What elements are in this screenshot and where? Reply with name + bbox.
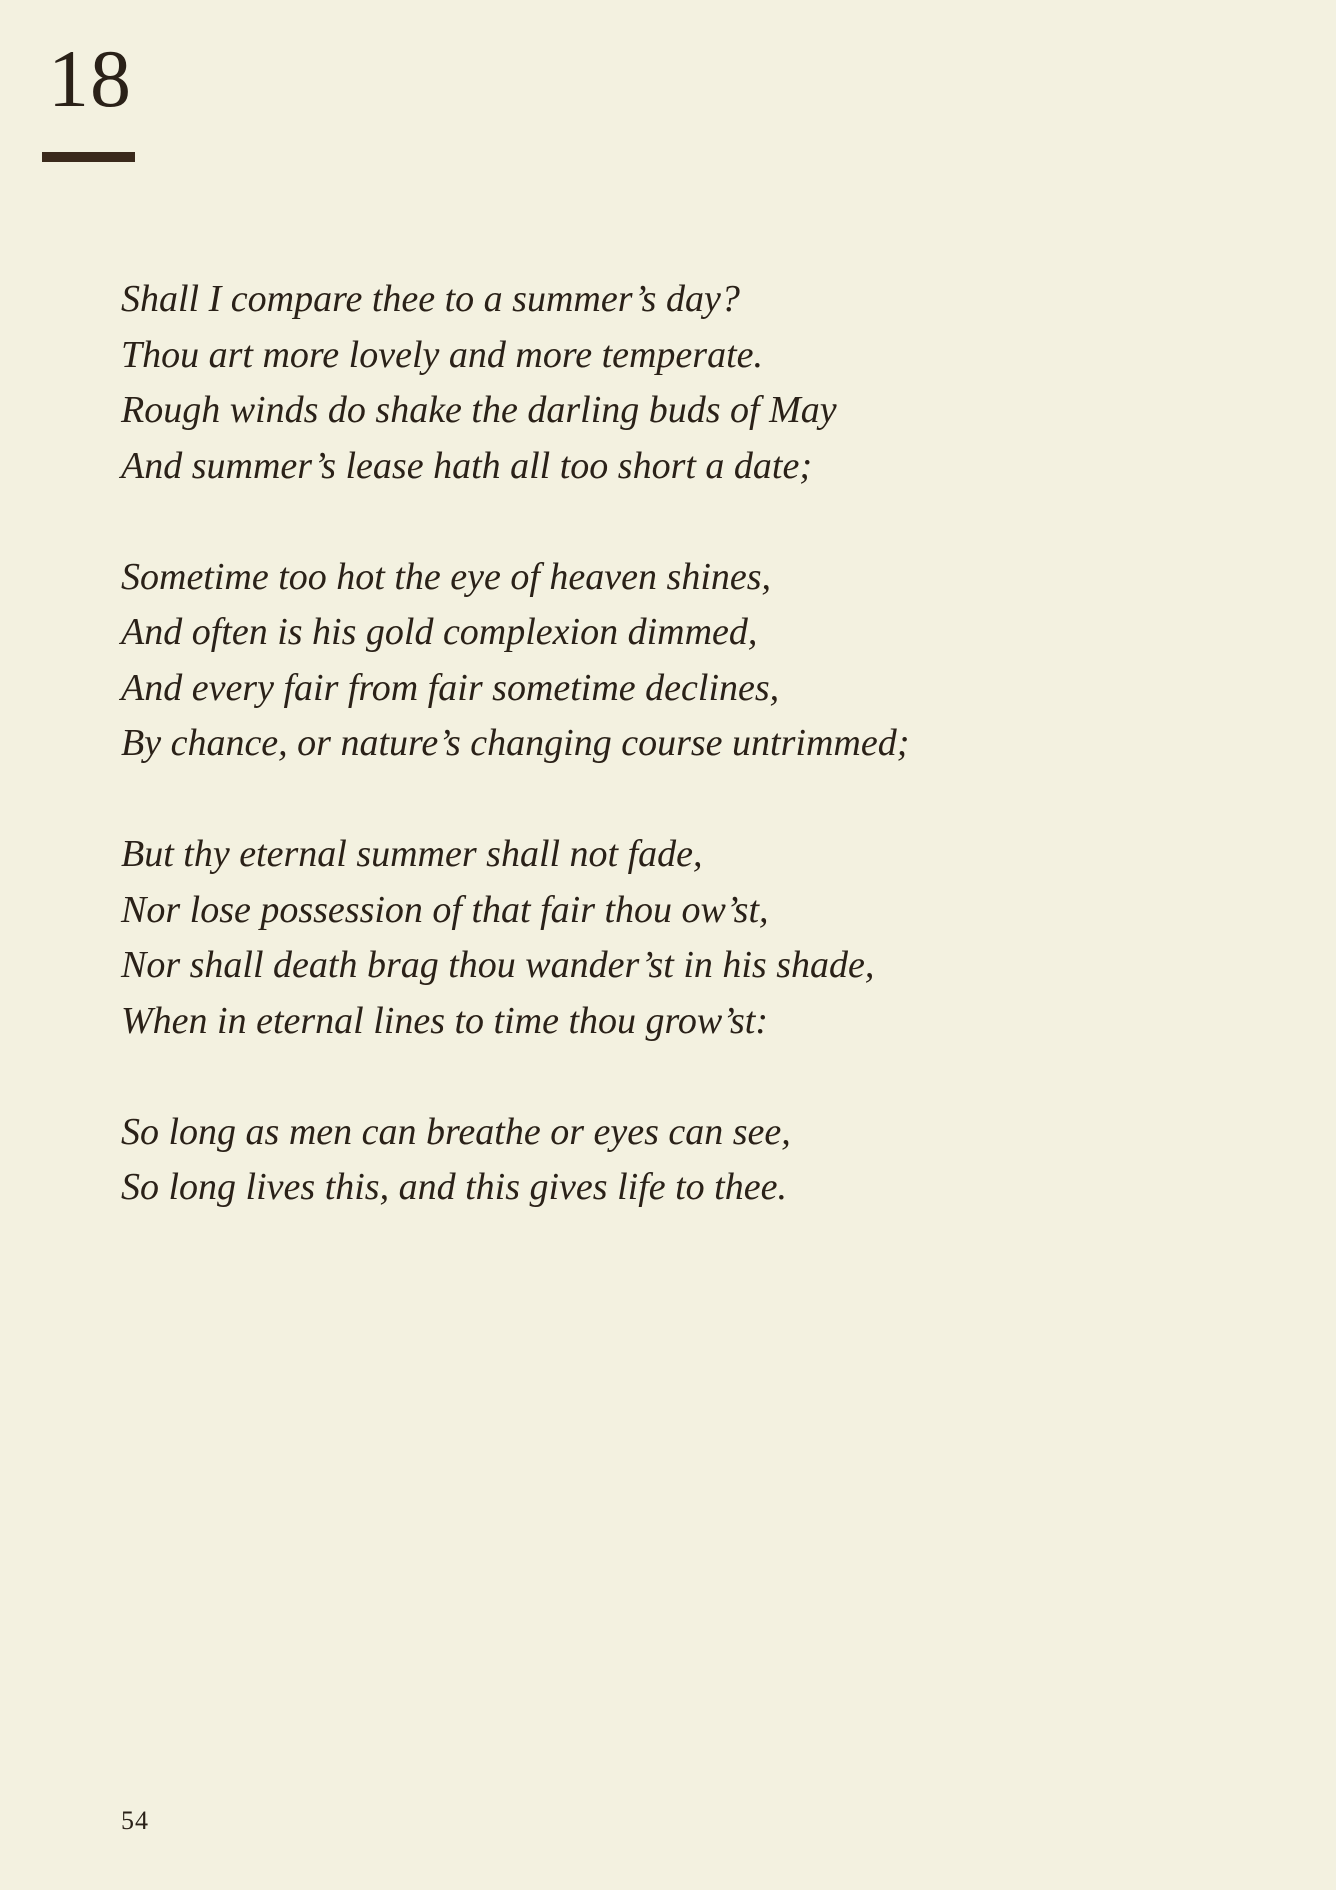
- stanza: [121, 827, 1221, 1049]
- poem-body: [121, 272, 1221, 1271]
- poem-line: Rough winds do shake the darling buds of May: [121, 389, 837, 431]
- poem-line: Sometime too hot the eye of heaven shines,: [121, 555, 772, 598]
- poem-line: By chance, or nature’s changing course untrimmed;: [121, 722, 910, 764]
- poem-line: And summer’s lease hath all too short a date;: [121, 444, 813, 487]
- stanza: [121, 272, 1221, 494]
- poem-line: Shall I compare thee to a summer’s day?: [121, 278, 740, 320]
- poem-line: When in eternal lines to time thou grow’st:: [121, 999, 769, 1042]
- poem-line: Nor lose possession of that fair thou ow’st,: [121, 888, 769, 931]
- sonnet-number: 18: [48, 33, 132, 124]
- poem-line: But thy eternal summer shall not fade,: [121, 833, 703, 875]
- poem-line: Nor shall death brag thou wander’st in his shade,: [121, 944, 875, 986]
- poem-line: Thou art more lovely and more temperate.: [121, 333, 764, 376]
- poem-line: So long as men can breathe or eyes can see,: [121, 1110, 791, 1153]
- stanza: [121, 550, 1221, 772]
- poem-line: So long lives this, and this gives life to thee.: [121, 1166, 787, 1208]
- title-rule: [42, 152, 135, 162]
- page-number: 54: [121, 1806, 149, 1835]
- poem-line: And every fair from fair sometime declines,: [121, 666, 780, 709]
- couplet: [121, 1105, 1221, 1216]
- poem-line: And often is his gold complexion dimmed,: [121, 611, 758, 653]
